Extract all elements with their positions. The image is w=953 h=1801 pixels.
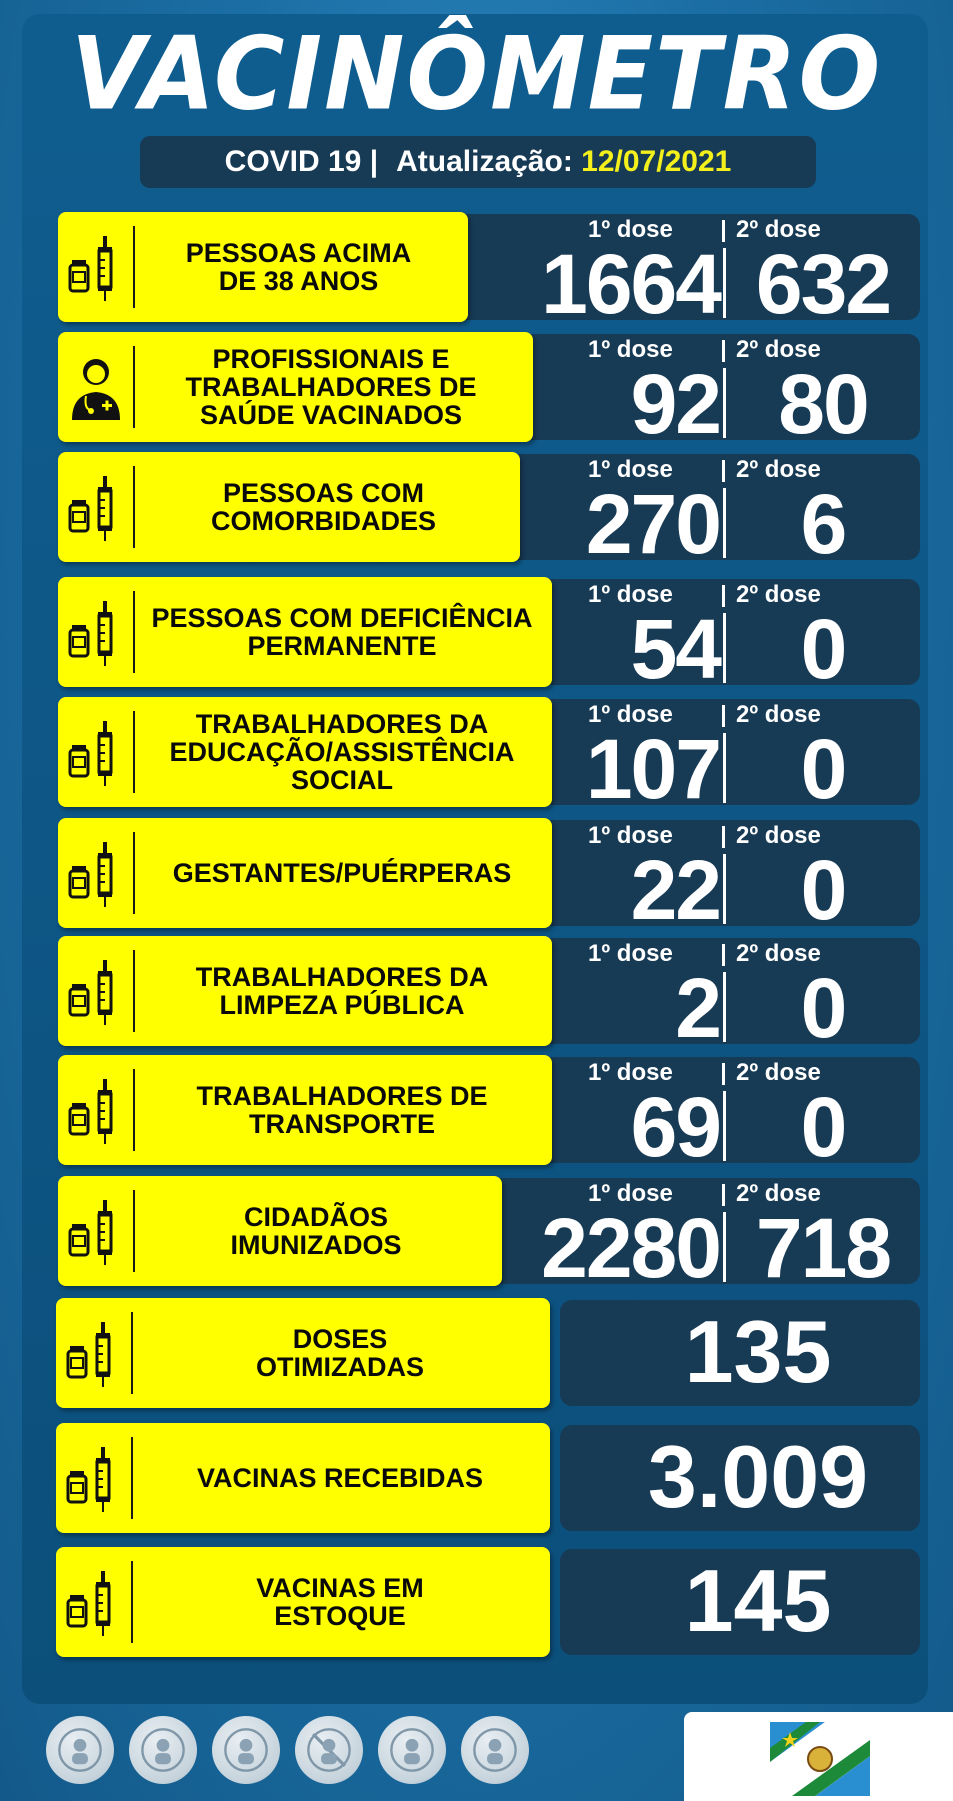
label-divider [133,832,135,914]
first-dose-header: 1º dose [588,336,673,363]
second-dose-value: 0 [800,722,846,816]
second-dose-value: 0 [800,1080,846,1174]
label-divider [133,591,135,673]
stat-row [58,697,920,816]
update-date: 12/07/2021 [581,145,732,178]
no-crowd-icon [295,1716,363,1784]
syringe-vial-icon [62,1441,126,1515]
first-dose-header: 1º dose [588,940,673,967]
dose-header-separator [722,460,725,482]
stat-label-box [58,697,552,807]
first-dose-value: 1664 [541,237,720,331]
label-divider [133,950,135,1032]
label-divider [133,1069,135,1151]
covid-label: COVID 19 | [224,145,379,178]
first-dose-value: 107 [585,722,720,816]
second-dose-header: 2º dose [736,701,821,728]
stat-label: TRABALHADORES DA LIMPEZA PÚBLICA [195,962,489,1020]
syringe-vial-icon [64,595,128,669]
label-divider [133,1190,135,1272]
face-mask-icon [378,1716,446,1784]
first-dose-value: 270 [585,477,720,571]
hand-wash-icon [129,1716,197,1784]
health-worker-icon [64,350,128,424]
stat-row [58,818,920,937]
first-dose-header: 1º dose [588,1180,673,1207]
first-dose-header: 1º dose [588,216,673,243]
second-dose-header: 2º dose [736,1180,821,1207]
syringe-vial-icon [64,954,128,1028]
label-divider [131,1437,133,1519]
stat-label: GESTANTES/PUÉRPERAS [172,858,512,888]
stat-label-box [58,818,552,928]
dose-header-separator [722,944,725,966]
label-divider [133,466,135,548]
second-dose-header: 2º dose [736,581,821,608]
first-dose-header: 1º dose [588,822,673,849]
dose-header-separator [722,1063,725,1085]
stat-row [58,1176,920,1295]
stat-row [58,212,920,331]
handshake-icon [46,1716,114,1784]
total-label: VACINAS EM ESTOQUE [256,1573,424,1631]
total-label: VACINAS RECEBIDAS [196,1463,484,1493]
stat-label: TRABALHADORES DE TRANSPORTE [196,1081,488,1139]
first-dose-header: 1º dose [588,1059,673,1086]
municipal-logo-box [684,1712,953,1801]
stat-label-box [58,452,520,562]
stat-label: PROFISSIONAIS E TRABALHADORES DE SAÚDE VACINADOS [185,344,477,430]
update-bar [140,136,816,188]
second-dose-value: 0 [800,961,846,1055]
first-dose-value: 22 [630,843,720,937]
total-value: 3.009 [647,1427,869,1526]
first-dose-value: 69 [630,1080,720,1174]
dose-header-separator [722,1184,725,1206]
label-divider [133,346,135,428]
total-row [58,1298,920,1408]
syringe-vial-icon [62,1565,126,1639]
stat-row [58,452,920,571]
stat-label: PESSOAS COM COMORBIDADES [210,478,436,536]
second-dose-value: 80 [778,357,868,451]
syringe-vial-icon [64,1194,128,1268]
dose-header-separator [722,340,725,362]
total-label-box [56,1423,550,1533]
dose-header-separator [722,826,725,848]
first-dose-header: 1º dose [588,701,673,728]
second-dose-header: 2º dose [736,940,821,967]
second-dose-header: 2º dose [736,456,821,483]
total-row [58,1423,920,1533]
total-row [58,1547,920,1657]
stat-label-box [58,332,533,442]
stat-label-box [58,577,552,687]
first-dose-value: 54 [630,602,720,696]
second-dose-value: 718 [755,1201,891,1295]
syringe-vial-icon [64,715,128,789]
label-divider [133,711,135,793]
second-dose-header: 2º dose [736,336,821,363]
stat-label: TRABALHADORES DA EDUCAÇÃO/ASSISTÊNCIA SOCIAL [169,709,515,795]
second-dose-value: 632 [755,237,891,331]
stat-label: CIDADÃOS IMUNIZADOS [230,1202,402,1260]
first-dose-value: 92 [630,357,720,451]
syringe-vial-icon [64,470,128,544]
second-dose-value: 0 [800,843,846,937]
dose-header-separator [722,220,725,242]
syringe-vial-icon [64,836,128,910]
first-dose-header: 1º dose [588,456,673,483]
stat-label: PESSOAS ACIMA DE 38 ANOS [185,238,412,296]
sanitizer-icon [212,1716,280,1784]
stat-label-box [58,1176,502,1286]
stat-row [58,577,920,696]
total-label-box [56,1547,550,1657]
stat-label-box [58,936,552,1046]
dose-header-separator [722,705,725,727]
update-label: Atualização: [396,145,573,178]
stat-row [58,332,920,451]
syringe-vial-icon [64,230,128,304]
syringe-vial-icon [62,1316,126,1390]
spray-icon [461,1716,529,1784]
stat-label: PESSOAS COM DEFICIÊNCIA PERMANENTE [151,603,533,661]
municipal-flag-icon [770,1722,870,1796]
first-dose-header: 1º dose [588,581,673,608]
second-dose-value: 0 [800,602,846,696]
first-dose-value: 2 [675,961,720,1055]
label-divider [131,1561,133,1643]
page-title: VACINÔMETRO [70,15,883,133]
footer-icons [46,1716,529,1796]
total-label: DOSES OTIMIZADAS [256,1324,424,1382]
syringe-vial-icon [64,1073,128,1147]
total-value: 135 [684,1302,832,1401]
stat-label-box [58,1055,552,1165]
total-label-box [56,1298,550,1408]
label-divider [133,226,135,308]
second-dose-header: 2º dose [736,822,821,849]
stat-label-box [58,212,468,322]
second-dose-header: 2º dose [736,216,821,243]
dose-header-separator [722,585,725,607]
stat-row [58,936,920,1055]
first-dose-value: 2280 [541,1201,720,1295]
second-dose-value: 6 [800,477,846,571]
label-divider [131,1312,133,1394]
second-dose-header: 2º dose [736,1059,821,1086]
stat-row [58,1055,920,1174]
total-value: 145 [684,1551,832,1650]
